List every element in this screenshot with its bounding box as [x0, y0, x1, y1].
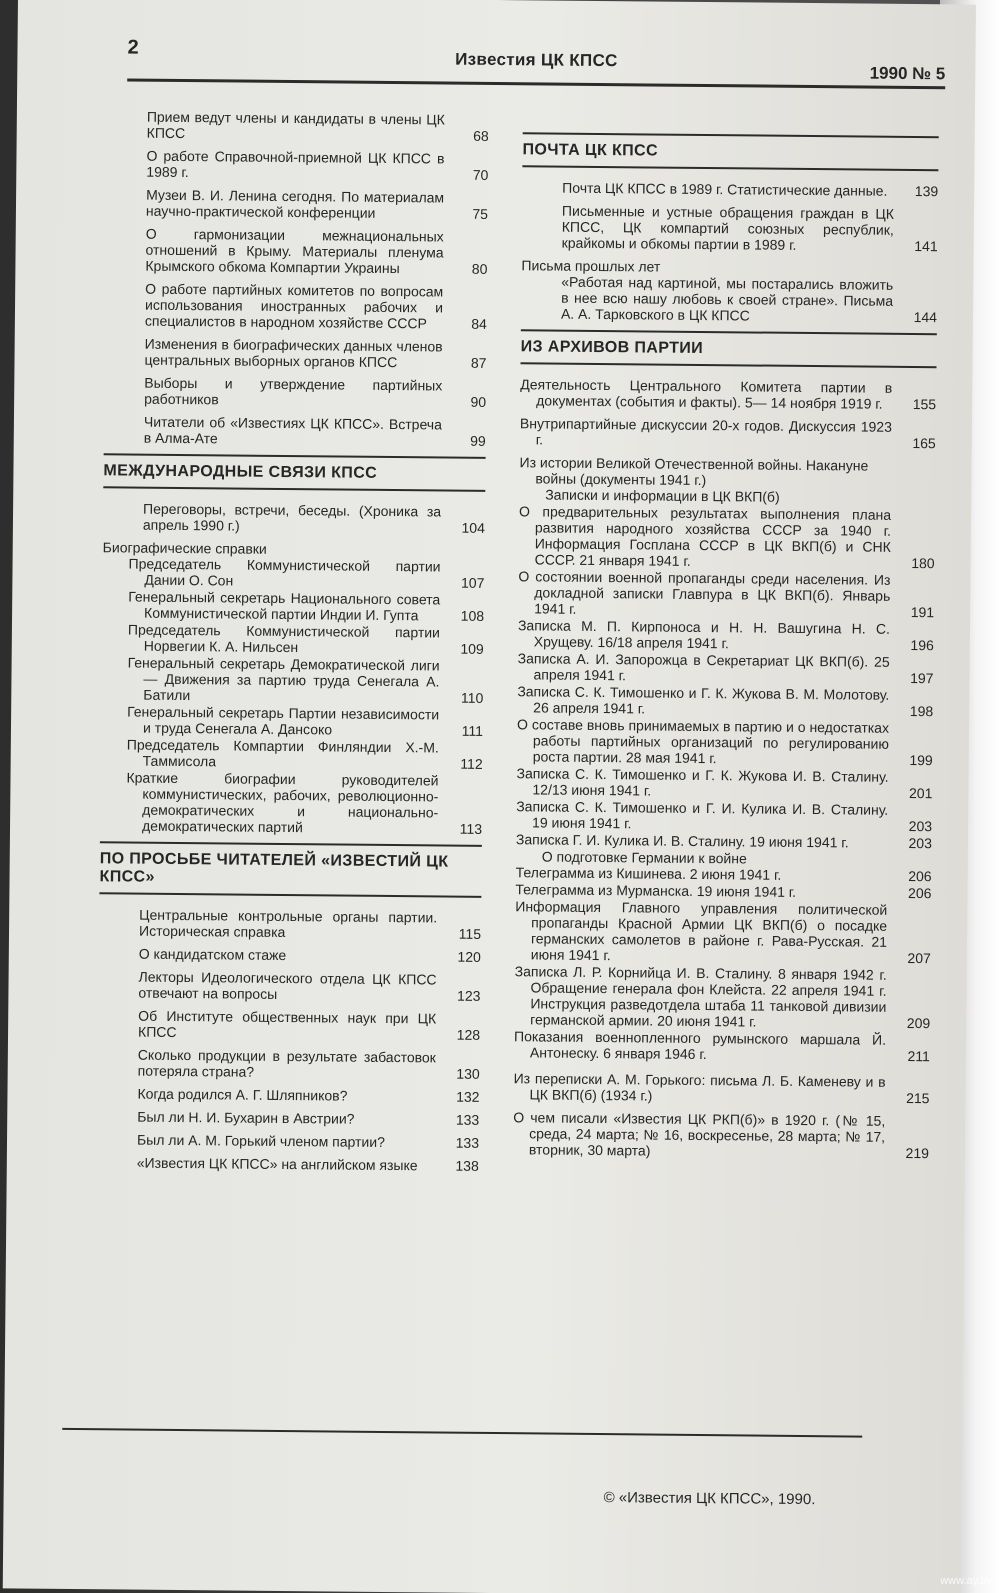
- toc-entry: Прием ведут члены и кандидаты в члены ЦК КПСС 68: [146, 108, 489, 144]
- toc-entry: О предварительных результатах выполнения плана развития народного хозяйства СССР за 1940 г. Информация Госплана СССР в ЦК ВКП(б) и СНК СССР. 21 января 1941 г. 180: [519, 503, 935, 572]
- page-number: 2: [127, 36, 139, 59]
- letters-heading: Письма прошлых лет: [521, 257, 661, 275]
- journal-page: [3, 0, 976, 1593]
- toc-entry: О гармонизации межнациональных отношений в Крыму. Материалы пленума Крымского обкома Компартии Украины 80: [145, 225, 488, 277]
- toc-left-column: [97, 108, 489, 1181]
- toc-entry: Председатель Коммунистической партии Дании О. Сон 107: [128, 555, 485, 591]
- toc-right-column: [513, 112, 939, 1168]
- toc-entry: Информация Главного управления политической пропаганды Красной Армии ЦК ВКП(б) о посадке германских самолетов в районе г. Рава-Русская. 21 июня 1941 г. 207: [515, 898, 931, 967]
- watermark: www.ay.by: [940, 1575, 992, 1587]
- toc-entry: Записка Л. Р. Корнийца И. В. Сталину. 8 января 1942 г. Обращение генерала фон Клейста. 22 апреля 1941 г. Инструкция разведотдела штаба 11 танковой дивизии германской армии. 20 июня 1941 г. 209: [514, 963, 931, 1032]
- toc-entry: Письменные и устные обращения граждан в ЦК КПСС, ЦК компартий союзных республик, крайкомы и обкомы партии в 1989 г. 141: [561, 202, 938, 255]
- toc-entry: Об Институте общественных наук при ЦК КПСС 128: [138, 1007, 481, 1043]
- toc-entry: Из переписки А. М. Горького: письма Л. Б. Каменеву и в ЦК ВКП(б) (1934 г.) 215: [513, 1070, 930, 1107]
- toc-entry: Записка М. П. Кирпоноса и Н. Н. Вашугина Н. С. Хрущеву. 16/18 апреля 1941 г. 196: [517, 617, 934, 654]
- toc-entry: О составе вновь принимаемых в партию и о недостатках работы партийных организаций по регулированию роста партии. 28 мая 1941 г. 199: [516, 716, 933, 769]
- toc-entry: Краткие биографии руководителей коммунистических, рабочих, революционно-демократических и национально-демократических партий 113: [126, 769, 483, 837]
- toc-entry: Был ли Н. И. Бухарин в Австрии? 133: [137, 1108, 480, 1128]
- toc-entry: Сколько продукции в результате забастовок потеряла страна? 130: [137, 1046, 480, 1082]
- bio-heading: Биографические справки: [102, 539, 267, 557]
- toc-entry: Изменения в биографических данных членов центральных выборных органов КПСС 87: [144, 335, 487, 371]
- toc-entry: Показания военнопленного румынского маршала Й. Антонеску. 6 января 1946 г. 211: [513, 1028, 930, 1065]
- toc-entry: Генеральный секретарь Национального совета Коммунистической партии Индии И. Гупта 108: [128, 588, 485, 624]
- section-heading-mail: ПОЧТА ЦК КПСС: [522, 132, 938, 171]
- page-header: [127, 34, 945, 89]
- toc-entry: Внутрипартийные дискуссии 20-х годов. Дискуссия 1923 г. 165: [519, 415, 936, 452]
- toc-entry: Записки и информации в ЦК ВКП(б): [545, 486, 780, 505]
- toc-entry: О состоянии военной пропаганды среди населения. Из докладной записки Главпура в ЦК ВКП(б). Январь 1941 г. 191: [518, 568, 935, 621]
- section-heading-international: МЕЖДУНАРОДНЫЕ СВЯЗИ КПСС: [103, 453, 485, 492]
- toc-entry: Читатели об «Известиях ЦК КПСС». Встреча в Алма-Ате 99: [143, 413, 486, 449]
- toc-entry: Почта ЦК КПСС в 1989 г. Статистические данные. 139: [562, 179, 939, 200]
- toc-entry: Переговоры, встречи, беседы. (Хроника за апрель 1990 г.) 104: [142, 500, 486, 536]
- toc-entry: Записка С. К. Тимошенко и Г. К. Жукова И. В. Сталину. 12/13 июня 1941 г. 201: [516, 765, 933, 802]
- toc-entry: Записка А. И. Запорожца в Секретариат ЦК ВКП(б). 25 апреля 1941 г. 197: [517, 650, 934, 687]
- journal-title: Известия ЦК КПСС: [455, 49, 618, 71]
- toc-entry: О работе партийных комитетов по вопросам использования иностранных рабочих и специалистов в народном хозяйстве СССР 84: [144, 280, 487, 332]
- toc-entry: «Известия ЦК КПСС» на английском языке 138: [136, 1154, 479, 1174]
- toc-entry: Записка С. К. Тимошенко и Г. К. Жукова В. М. Молотову. 26 апреля 1941 г. 198: [517, 683, 934, 720]
- toc-entry: Телеграмма из Кишинева. 2 июня 1941 г. 206: [515, 864, 932, 885]
- toc-entry: Когда родился А. Г. Шляпников? 132: [137, 1085, 480, 1105]
- toc-entry: Председатель Коммунистической партии Норвегии К. А. Нильсен 109: [127, 621, 484, 657]
- section-heading-readers: ПО ПРОСЬБЕ ЧИТАТЕЛЕЙ «ИЗВЕСТИЙ ЦК КПСС»: [99, 841, 481, 898]
- toc-entry: О работе Справочной-приемной ЦК КПСС в 1989 г. 70: [146, 147, 489, 183]
- toc-entry: Центральные контрольные органы партии. Историческая справка 115: [138, 906, 482, 942]
- germany-heading: О подготовке Германии к войне: [541, 848, 747, 867]
- toc-entry: Музеи В. И. Ленина сегодня. По материалам научно-практической конференции 75: [145, 186, 489, 222]
- issue-number: 1990 № 5: [869, 63, 946, 84]
- toc-entry: «Работая над картиной, мы постарались вложить в нее всю нашу любовь к своей стране». Письма А. А. Тарковского в ЦК КПСС 144: [560, 273, 938, 326]
- toc-entry: О кандидатском стаже 120: [138, 945, 481, 965]
- toc-entry: Записка С. К. Тимошенко и Г. И. Кулика И. В. Сталину. 19 июня 1941 г. 203: [516, 798, 933, 835]
- toc-entry: Записка Г. И. Кулика И. В. Сталину. 19 июня 1941 г. 203: [515, 831, 933, 852]
- section-heading-archives: ИЗ АРХИВОВ ПАРТИИ: [521, 329, 937, 368]
- footer-rule: [62, 1428, 862, 1438]
- toc-entry: Был ли А. М. Горький членом партии? 133: [136, 1131, 480, 1151]
- toc-entry: Лекторы Идеологического отдела ЦК КПСС отвечают на вопросы 123: [138, 968, 481, 1004]
- toc-block-1: [104, 108, 489, 449]
- toc-entry: Генеральный секретарь Партии независимости и труда Сенегала А. Дансоко 111: [127, 703, 484, 739]
- toc-entry: Деятельность Центрального Комитета партии в документах (события и факты). 5— 14 ноября 1919 г. 155: [520, 376, 937, 413]
- toc-entry: Телеграмма из Мурманска. 19 июня 1941 г. 206: [515, 881, 932, 902]
- toc-entry: Председатель Компартии Финляндии Х.-М. Таммисола 112: [126, 736, 483, 772]
- toc-entry: Генеральный секретарь Демократической лиги — Движения за партию труда Сенегала А. Батили 110: [127, 654, 484, 706]
- toc-entry: Выборы и утверждение партийных работников 90: [144, 374, 487, 410]
- war-heading: Из истории Великой Отечественной войны. Накануне войны (документы 1941 г.): [519, 454, 869, 489]
- toc-entry: О чем писали «Известия ЦК РКП(б)» в 1920 г. (№ 15, среда, 24 марта; № 16, воскресенье, 28 марта; № 17, вторник, 30 марта) 219: [513, 1109, 930, 1162]
- copyright: © «Известия ЦК КПСС», 1990.: [603, 1489, 816, 1509]
